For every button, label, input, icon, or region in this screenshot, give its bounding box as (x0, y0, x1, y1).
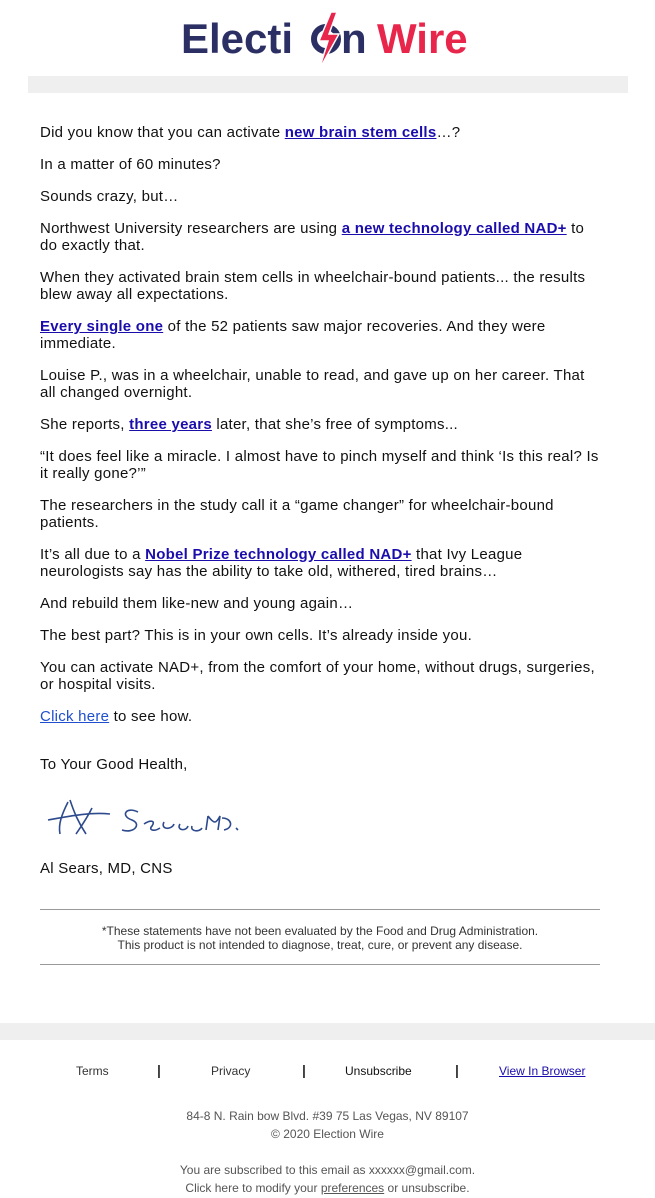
paragraph: She reports, three years later, that she’s free of symptoms... (40, 416, 458, 433)
paragraph: Click here to see how. (40, 708, 193, 725)
logo-text-election: Electi (181, 15, 294, 62)
footer-divider-bar (0, 1023, 655, 1040)
three-years-link[interactable]: three years (129, 416, 212, 433)
paragraph: The researchers in the study call it a “game changer” for wheelchair-bound patients. (40, 497, 554, 531)
paragraph: Did you know that you can activate new brain stem cells…? (40, 124, 461, 141)
footer-separator: | (455, 1062, 459, 1078)
footer-subscribed-notice: You are subscribed to this email as xxxxxx@gmail.com. (179, 1163, 476, 1177)
paragraph: In a matter of 60 minutes? (40, 156, 221, 173)
paragraph: Northwest University researchers are using a new technology called NAD+ to do exactly that. (40, 220, 585, 254)
paragraph: Sounds crazy, but… (40, 188, 179, 205)
click-here-link[interactable]: Click here (40, 708, 110, 725)
paragraph: Every single one of the 52 patients saw major recoveries. And they were immediate. (40, 318, 546, 352)
paragraph: Louise P., was in a wheelchair, unable to read, and gave up on her career. That all changed overnight. (40, 367, 585, 401)
closing-salutation: To Your Good Health, (40, 756, 188, 773)
paragraph: And rebuild them like-new and young again… (40, 595, 354, 612)
fda-disclaimer (40, 909, 600, 965)
author-name: Al Sears, MD, CNS (40, 860, 173, 877)
preferences-link[interactable]: preferences (320, 1181, 385, 1195)
footer-separator: | (302, 1062, 306, 1078)
email-body (40, 124, 600, 725)
footer-copyright: © 2020 Election Wire (271, 1127, 384, 1141)
paragraph: You can activate NAD+, from the comfort of your home, without drugs, surgeries, or hospital visits. (40, 659, 595, 693)
footer-unsubscribe-link[interactable]: Unsubscribe (345, 1064, 412, 1078)
every-single-one-link[interactable]: Every single one (40, 318, 164, 335)
footer-address: 84-8 N. Rain bow Blvd. #39 75 Las Vegas, NV 89107 (186, 1109, 469, 1123)
nobel-prize-nad-link[interactable]: Nobel Prize technology called NAD+ (145, 546, 412, 563)
header-divider-bar (28, 76, 628, 93)
paragraph: It’s all due to a Nobel Prize technology called NAD+ that Ivy League neurologists say has the ability to take old, withered, tired brains… (40, 546, 523, 580)
paragraph: “It does feel like a miracle. I almost have to pinch myself and think ‘Is this real? Is it really gone?’” (40, 448, 599, 482)
svg-text:Al Sears, MD.: Al Sears, MD. (40, 790, 47, 791)
email-header (0, 0, 655, 76)
footer-privacy-link[interactable]: Privacy (211, 1064, 251, 1078)
footer-modify-preferences: Click here to modify your preferences or unsubscribe. (185, 1181, 470, 1195)
signature-image (40, 790, 240, 842)
paragraph: The best part? This is in your own cells. It’s already inside you. (40, 627, 472, 644)
view-in-browser-link[interactable]: View In Browser (499, 1064, 586, 1078)
disclaimer-line-1: *These statements have not been evaluated by the Food and Drug Administration. (101, 924, 539, 938)
footer-separator: | (157, 1062, 161, 1078)
logo-text-wire: Wire (377, 15, 468, 62)
brain-stem-cells-link[interactable]: new brain stem cells (284, 124, 437, 141)
logo-text-n: n (341, 15, 367, 62)
footer-terms-link[interactable]: Terms (76, 1064, 109, 1078)
footer-view-in-browser[interactable] (499, 1064, 585, 1078)
nad-technology-link[interactable]: a new technology called NAD+ (341, 220, 567, 237)
disclaimer-line-2: This product is not intended to diagnose, treat, cure, or prevent any disease. (117, 938, 523, 952)
election-wire-logo[interactable] (181, 8, 481, 72)
paragraph: When they activated brain stem cells in wheelchair-bound patients... the results blew away all expectations. (40, 269, 586, 303)
